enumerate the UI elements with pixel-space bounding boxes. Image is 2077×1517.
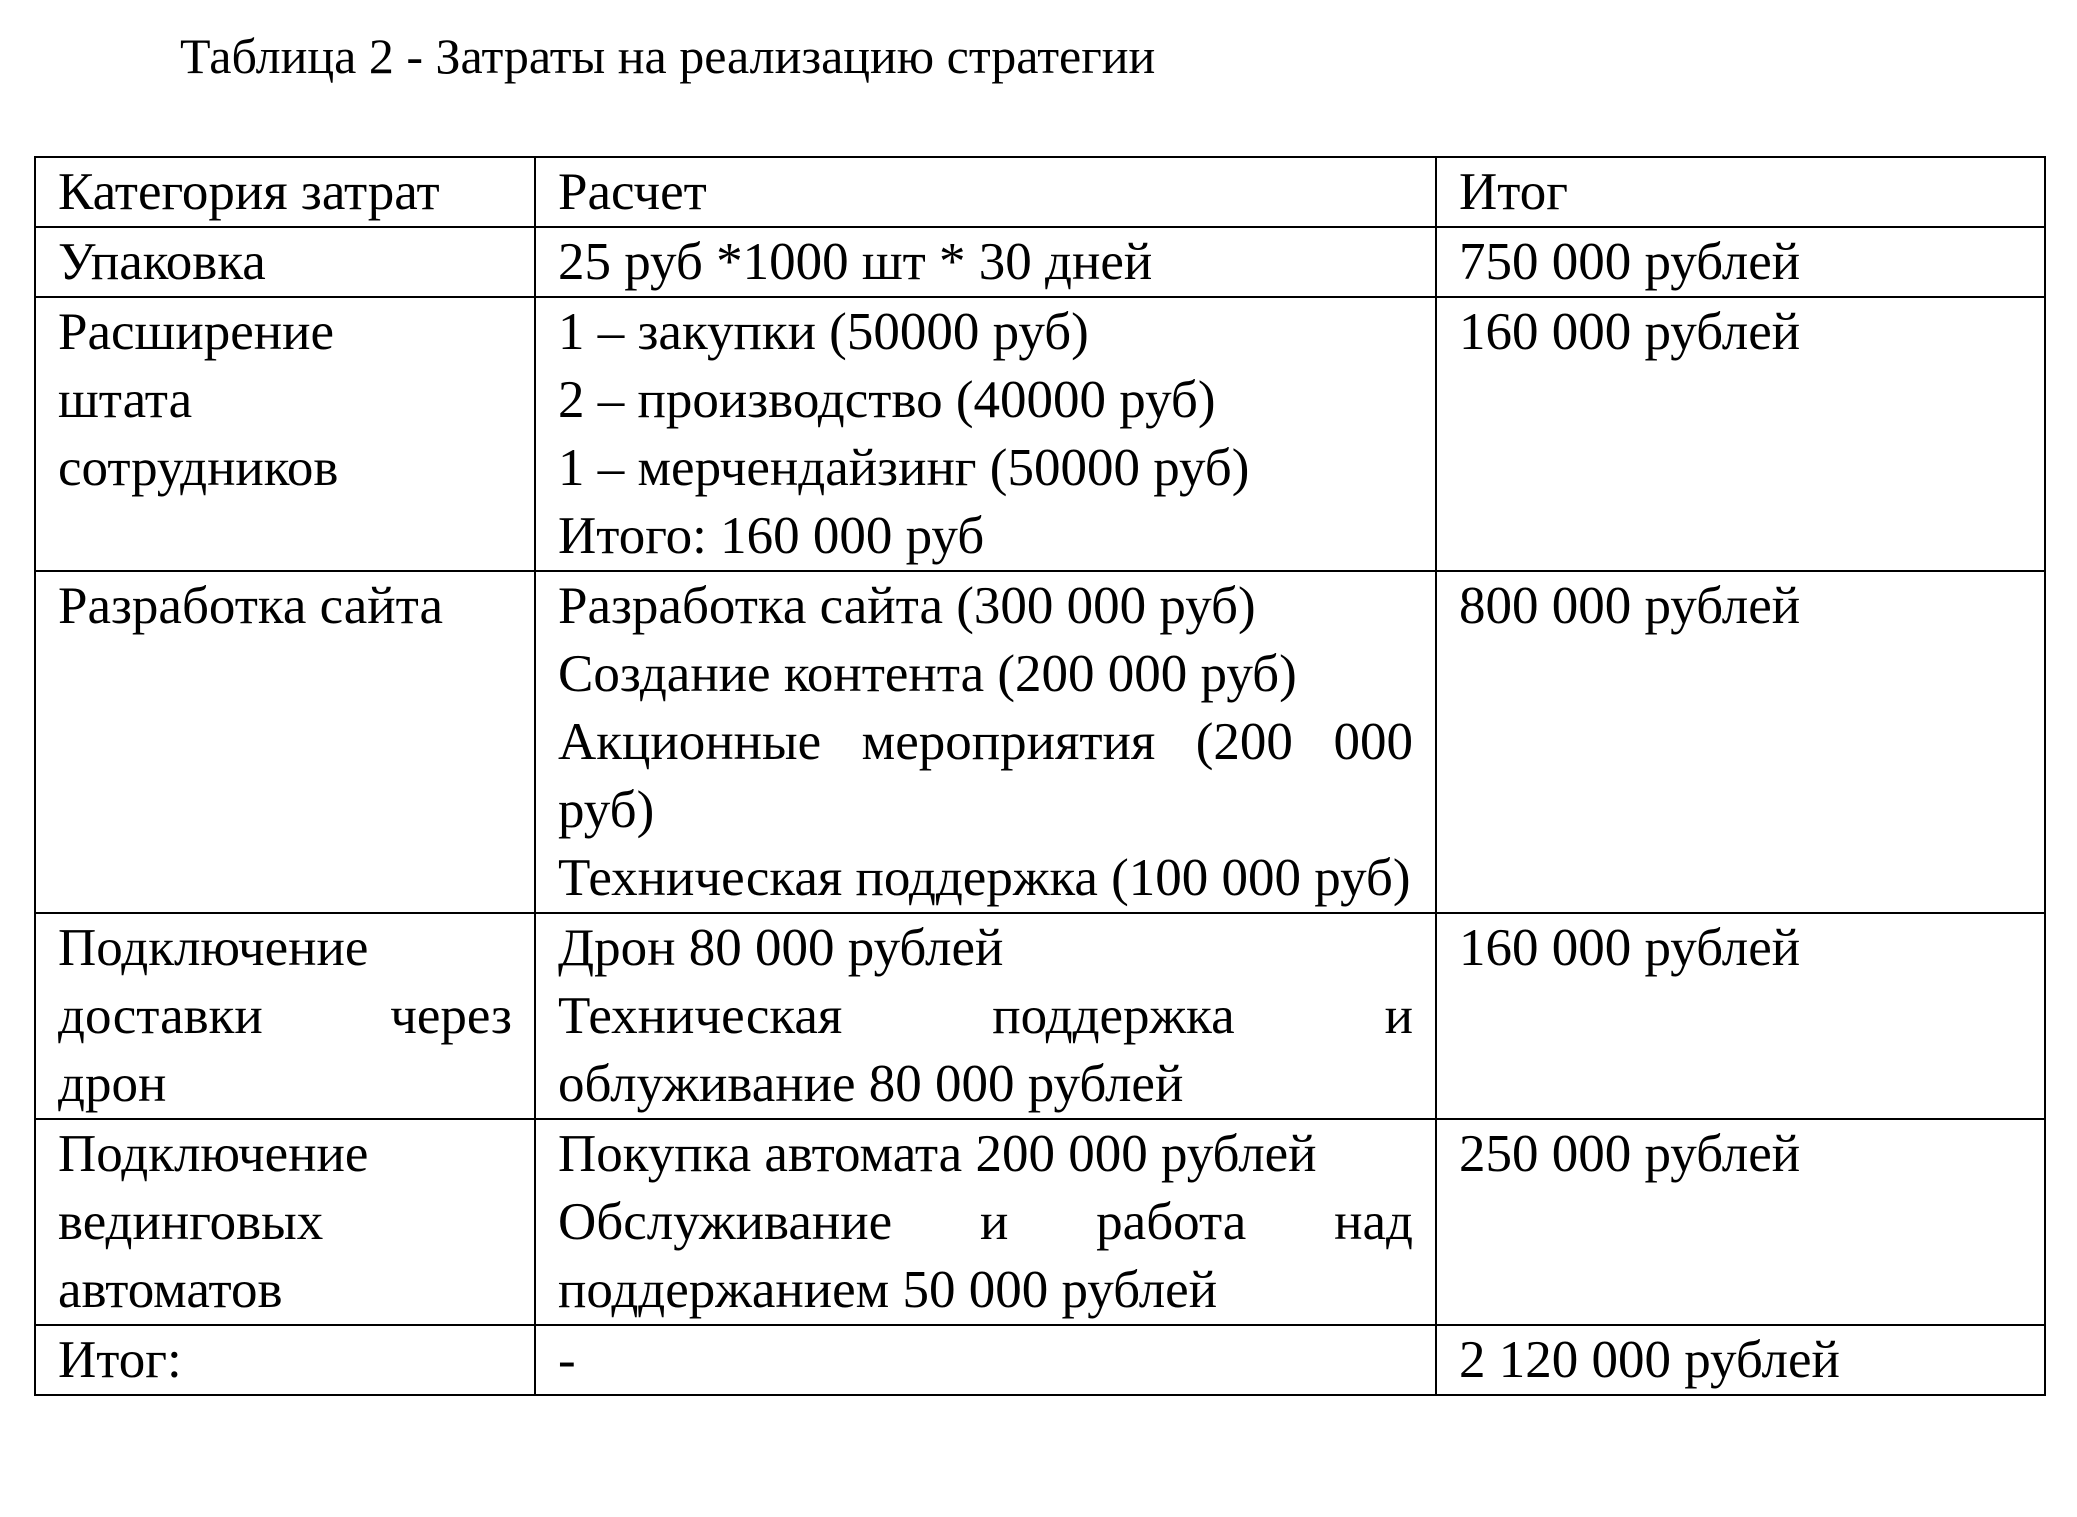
row-calculation [535, 913, 1436, 1119]
row-category: Подключение доставки через дрон [35, 913, 535, 1119]
row-total: 750 000 рублей [1436, 227, 2045, 297]
calculation-line: Акционные мероприятия (200 000 руб) [558, 713, 1413, 839]
table-header-row [35, 157, 2045, 227]
row-category: Расширение штата сотрудников [35, 297, 535, 571]
row-total: 2 120 000 рублей [1436, 1325, 2045, 1395]
calculation-line: Дрон 80 000 рублей [558, 919, 1004, 977]
header-category: Категория затрат [35, 157, 535, 227]
row-calculation [535, 227, 1436, 297]
calculation-line: 1 – мерчендайзинг (50000 руб) [558, 439, 1250, 497]
row-calculation [535, 1119, 1436, 1325]
calculation-line: 2 – производство (40000 руб) [558, 371, 1216, 429]
row-category: Подключение вединговых автоматов [35, 1119, 535, 1325]
table-row [35, 1119, 2045, 1325]
row-category: Разработка сайта [35, 571, 535, 913]
calculation-line: 1 – закупки (50000 руб) [558, 303, 1089, 361]
table-row [35, 227, 2045, 297]
calculation-line: - [558, 1331, 576, 1389]
calculation-line: Обслуживание и работа над поддержанием 50 000 рублей [558, 1193, 1413, 1319]
calculation-line: Создание контента (200 000 руб) [558, 645, 1297, 703]
table-row [35, 913, 2045, 1119]
row-total: 800 000 рублей [1436, 571, 2045, 913]
calculation-line: 25 руб *1000 шт * 30 дней [558, 233, 1153, 291]
header-total: Итог [1436, 157, 2045, 227]
row-total: 250 000 рублей [1436, 1119, 2045, 1325]
table-caption: Таблица 2 - Затраты на реализацию стратегии [180, 28, 1156, 84]
row-total: 160 000 рублей [1436, 297, 2045, 571]
row-calculation [535, 297, 1436, 571]
table-row [35, 297, 2045, 571]
row-category: Итог: [35, 1325, 535, 1395]
calculation-line: Техническая поддержка (100 000 руб) [558, 849, 1411, 907]
calculation-line: Покупка автомата 200 000 рублей [558, 1125, 1317, 1183]
row-total: 160 000 рублей [1436, 913, 2045, 1119]
row-category: Упаковка [35, 227, 535, 297]
calculation-line: Техническая поддержка и облуживание 80 000 рублей [558, 987, 1413, 1113]
header-calculation: Расчет [535, 157, 1436, 227]
row-calculation [535, 571, 1436, 913]
table-row [35, 571, 2045, 913]
calculation-line: Итого: 160 000 руб [558, 507, 985, 565]
calculation-line: Разработка сайта (300 000 руб) [558, 577, 1256, 635]
row-calculation [535, 1325, 1436, 1395]
table-row [35, 1325, 2045, 1395]
cost-table [34, 156, 2046, 1396]
